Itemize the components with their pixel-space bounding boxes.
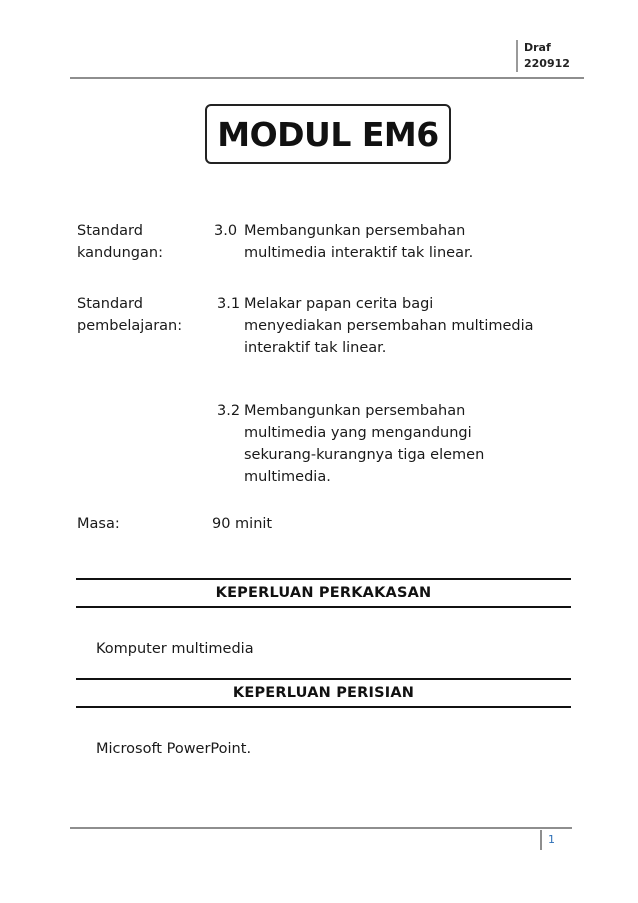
hardware-heading: [76, 578, 571, 608]
footer-rule: [70, 827, 572, 829]
learning-standard-number: 3.1: [217, 296, 241, 312]
learning-standard-number: 3.2: [217, 403, 241, 419]
page-number: 1: [540, 830, 555, 850]
learning-standard-line: multimedia.: [244, 469, 331, 485]
hardware-heading-text: KEPERLUAN PERKAKASAN: [215, 585, 432, 601]
content-standard-label-line1: Standard: [77, 223, 143, 239]
software-item: Microsoft PowerPoint.: [96, 741, 252, 757]
content-standard-label-line2: kandungan:: [77, 245, 163, 261]
module-title: MODUL EM6: [217, 114, 439, 154]
content-standard-line: Membangunkan persembahan: [244, 223, 466, 239]
learning-standard-line: sekurang-kurangnya tiga elemen: [244, 447, 485, 463]
learning-standard-text: [244, 400, 484, 488]
learning-standard-line: Melakar papan cerita bagi: [244, 296, 434, 312]
software-heading-text: KEPERLUAN PERISIAN: [232, 685, 415, 701]
learning-standard-label: [77, 293, 182, 337]
software-heading: [76, 678, 571, 708]
draft-stamp: [516, 40, 570, 72]
learning-standard-label-line1: Standard: [77, 296, 143, 312]
learning-standard-line: menyediakan persembahan multimedia: [244, 318, 534, 334]
draft-label: Draf: [524, 41, 551, 54]
content-standard-text: [244, 220, 473, 264]
time-label: Masa:: [77, 516, 120, 532]
content-standard-label: [77, 220, 163, 264]
module-title-box: [205, 104, 451, 164]
learning-standard-line: Membangunkan persembahan: [244, 403, 466, 419]
learning-standard-line: interaktif tak linear.: [244, 340, 387, 356]
draft-code: 220912: [524, 57, 570, 70]
content-standard-number: 3.0: [214, 223, 238, 239]
hardware-item: Komputer multimedia: [96, 641, 254, 657]
learning-standard-line: multimedia yang mengandungi: [244, 425, 472, 441]
header-rule: [70, 77, 584, 79]
content-standard-line: multimedia interaktif tak linear.: [244, 245, 474, 261]
time-value: 90 minit: [212, 516, 273, 532]
learning-standard-label-line2: pembelajaran:: [77, 318, 183, 334]
learning-standard-text: [244, 293, 534, 359]
